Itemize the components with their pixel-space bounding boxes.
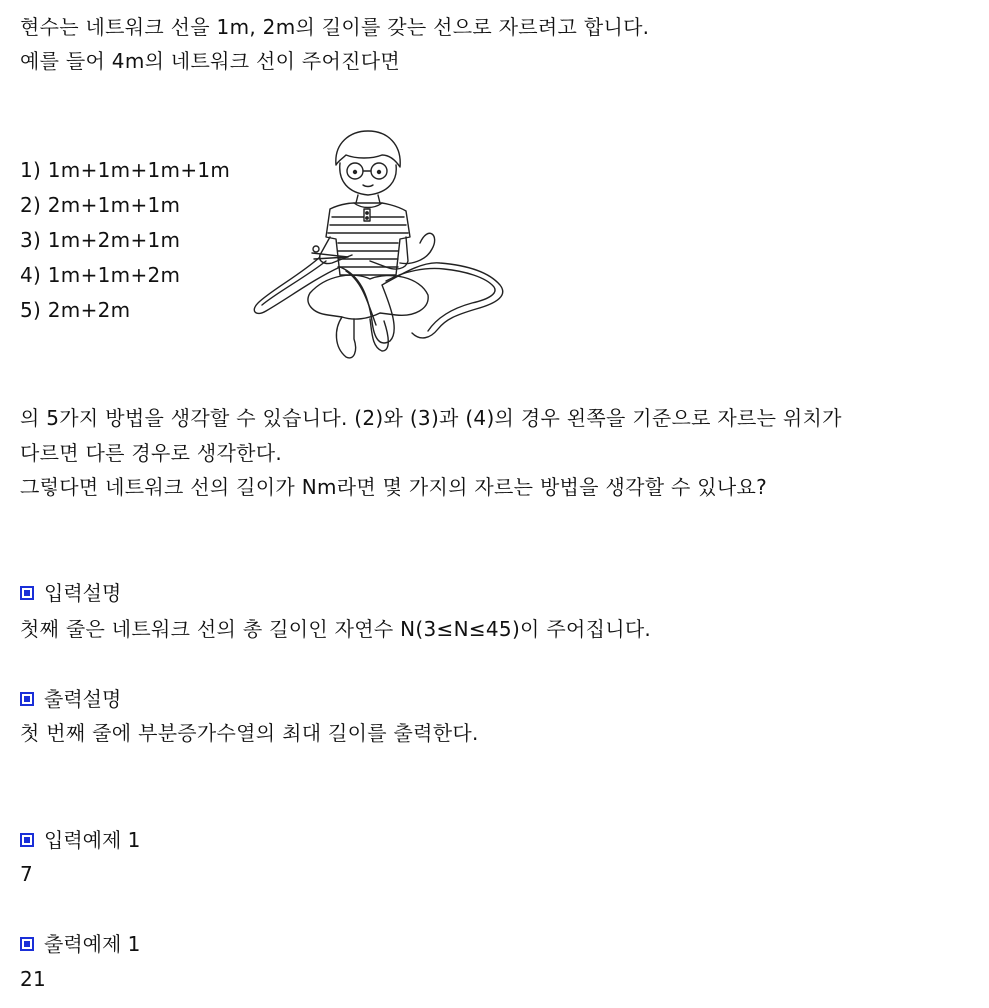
intro-line-2: 예를 들어 4m의 네트워크 선이 주어진다면 bbox=[20, 49, 401, 73]
method-item: 3) 1m+2m+1m bbox=[20, 228, 181, 252]
right-arm bbox=[370, 237, 408, 269]
input-example-heading bbox=[20, 827, 140, 853]
square-bullet-icon bbox=[20, 586, 34, 600]
intro-line-1: 현수는 네트워크 선을 1m, 2m의 길이를 갖는 선으로 자르려고 합니다. bbox=[20, 15, 650, 39]
output-desc-title: 출력설명 bbox=[44, 687, 122, 711]
hair bbox=[336, 131, 400, 167]
output-example-title: 출력예제 1 bbox=[44, 932, 141, 956]
legs bbox=[308, 275, 428, 319]
output-example-value: 21 bbox=[20, 967, 47, 991]
method-item: 2) 2m+1m+1m bbox=[20, 193, 181, 217]
input-example-value: 7 bbox=[20, 862, 34, 886]
child-cutting-cable-illustration bbox=[250, 125, 525, 365]
output-example-heading bbox=[20, 931, 140, 957]
square-bullet-icon bbox=[20, 833, 34, 847]
explanation-line-2: 다르면 다른 경우로 생각한다. bbox=[20, 441, 283, 465]
input-desc-title: 입력설명 bbox=[44, 581, 122, 605]
output-desc-text: 첫 번째 줄에 부분증가수열의 최대 길이를 출력한다. bbox=[20, 721, 479, 745]
method-item: 1) 1m+1m+1m+1m bbox=[20, 158, 231, 182]
left-foot bbox=[336, 317, 355, 358]
explanation-line-1: 의 5가지 방법을 생각할 수 있습니다. (2)와 (3)과 (4)의 경우 왼쪽을 기준으로 자르는 위치가 bbox=[20, 406, 842, 430]
method-item: 5) 2m+2m bbox=[20, 298, 131, 322]
explanation-line-3: 그렇다면 네트워크 선의 길이가 Nm라면 몇 가지의 자르는 방법을 생각할 수 있나요? bbox=[20, 475, 768, 499]
square-bullet-icon bbox=[20, 692, 34, 706]
input-example-title: 입력예제 1 bbox=[44, 828, 141, 852]
method-item: 4) 1m+1m+2m bbox=[20, 263, 181, 287]
square-bullet-icon bbox=[20, 937, 34, 951]
output-desc-heading bbox=[20, 686, 121, 712]
input-desc-text: 첫째 줄은 네트워크 선의 총 길이인 자연수 N(3≤N≤45)이 주어집니다. bbox=[20, 617, 652, 641]
network-cable bbox=[254, 257, 502, 343]
input-desc-heading bbox=[20, 580, 121, 606]
